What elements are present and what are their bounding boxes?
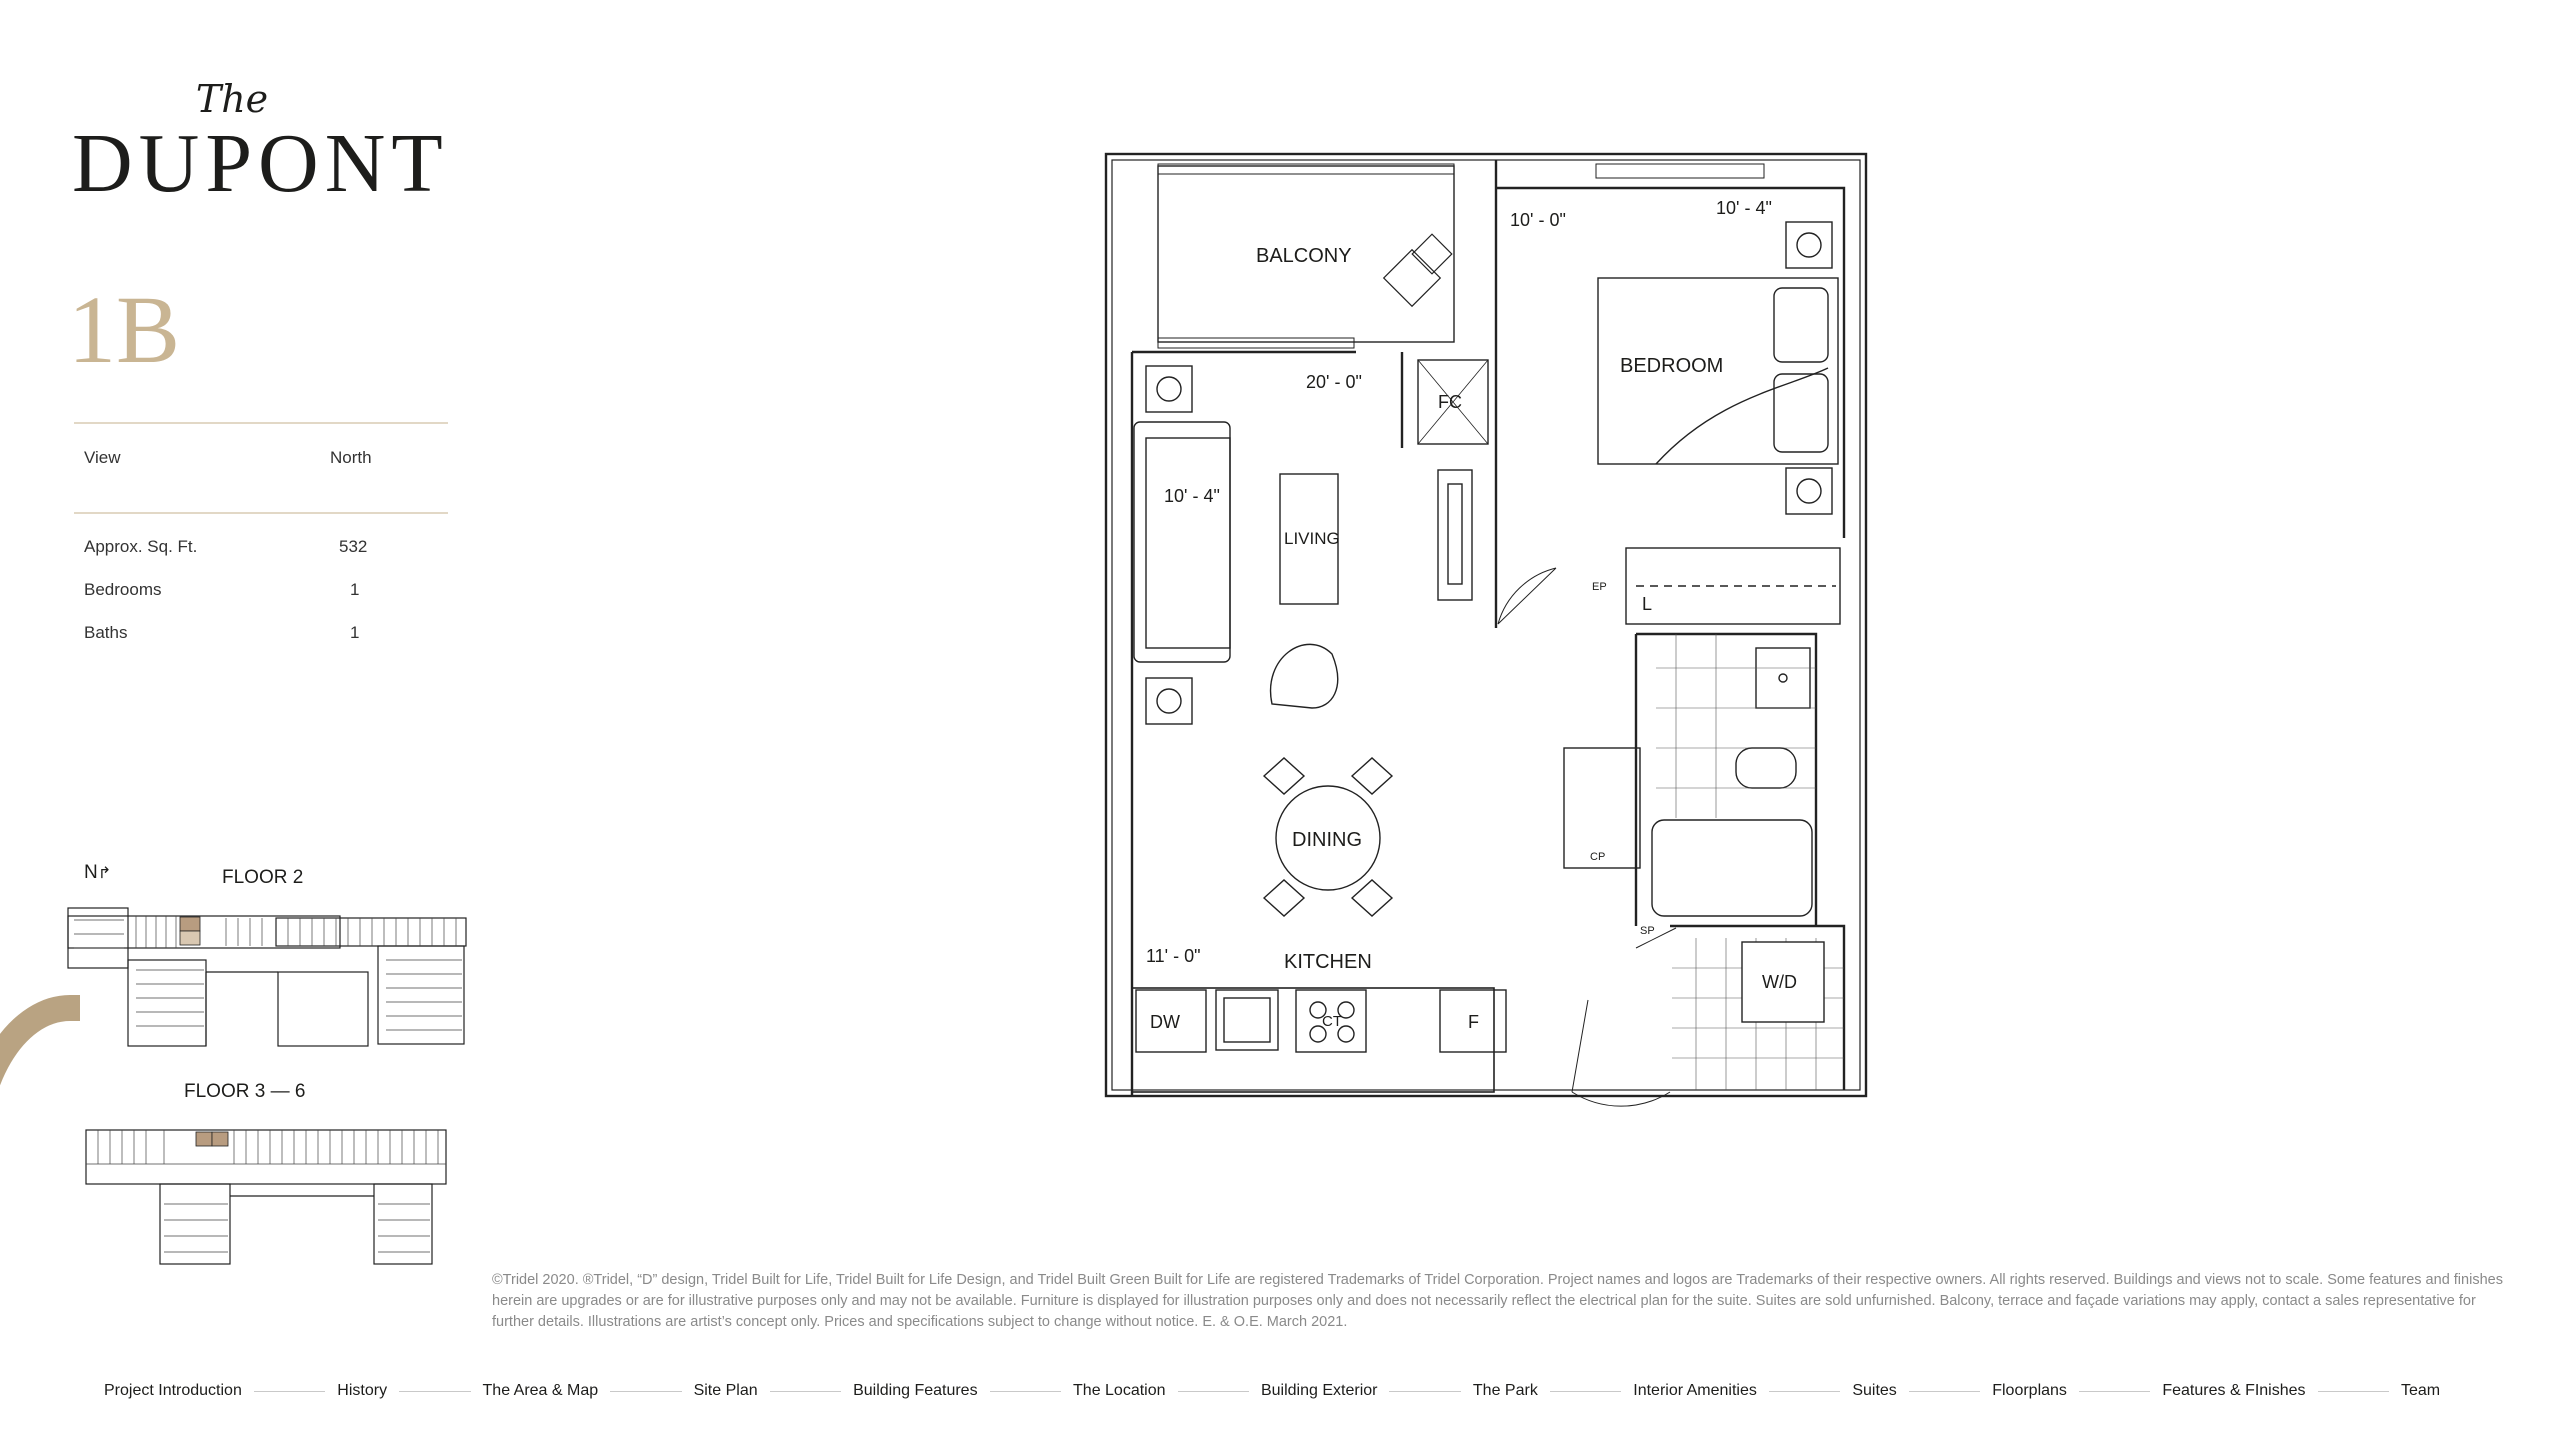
bottom-navigation [104, 1378, 2440, 1404]
suite-code: 1B [68, 276, 181, 383]
dim-living-length: 20' - 0" [1306, 372, 1362, 392]
label-l: L [1642, 594, 1653, 614]
label-f: F [1468, 1012, 1479, 1032]
floorplan-drawing [1096, 148, 1876, 1108]
keyplan-floor2-label: FLOOR 2 [222, 867, 304, 888]
nav-separator [1909, 1391, 1980, 1392]
nav-project-introduction[interactable]: Project Introduction [104, 1382, 242, 1399]
nav-team[interactable]: Team [2400, 1382, 2441, 1399]
dim-bedroom-top: 10' - 4" [1716, 198, 1772, 218]
label-cp: CP [1590, 851, 1606, 863]
nav-separator [610, 1391, 681, 1392]
brand-the: The [195, 77, 269, 121]
spec-value: 1 [350, 623, 360, 642]
nav-separator [2318, 1391, 2389, 1392]
nav-separator [1769, 1391, 1840, 1392]
nav-separator [2079, 1391, 2150, 1392]
nav-suites[interactable]: Suites [1852, 1382, 1897, 1399]
nav-building-features[interactable]: Building Features [853, 1382, 978, 1399]
nav-interior-amenities[interactable]: Interior Amenities [1633, 1382, 1757, 1399]
spec-label: Bedrooms [84, 580, 162, 599]
decorative-arc [0, 995, 80, 1370]
nav-site-plan[interactable]: Site Plan [693, 1382, 758, 1399]
nav-separator [1550, 1391, 1621, 1392]
nav-building-exterior[interactable]: Building Exterior [1260, 1382, 1378, 1399]
nav-area-map[interactable]: The Area & Map [482, 1382, 599, 1399]
divider [74, 422, 448, 424]
room-dining: DINING [1292, 829, 1362, 851]
label-fc: FC [1438, 392, 1462, 412]
north-label: N [84, 862, 98, 883]
dim-kitchen-width: 11' - 0" [1146, 946, 1201, 966]
spec-value: North [330, 448, 372, 467]
label-ep: EP [1592, 581, 1607, 593]
dim-living-width: 10' - 4" [1164, 486, 1220, 506]
keyplan-floor3-6[interactable] [84, 1124, 454, 1266]
keyplan-floor3-6-label: FLOOR 3 — 6 [184, 1081, 306, 1102]
room-kitchen: KITCHEN [1284, 951, 1372, 973]
spec-label: View [84, 448, 121, 467]
nav-features-finishes[interactable]: Features & FInishes [2162, 1382, 2306, 1399]
brand-name: DUPONT [72, 117, 449, 210]
room-living: LIVING [1284, 529, 1340, 548]
room-bedroom: BEDROOM [1620, 355, 1724, 377]
nav-park[interactable]: The Park [1472, 1382, 1538, 1399]
nav-history[interactable]: History [337, 1382, 388, 1399]
brand-logo [72, 77, 452, 210]
label-ct: CT [1322, 1013, 1342, 1030]
keyplan-floor2[interactable] [66, 900, 476, 1052]
spec-label: Approx. Sq. Ft. [84, 537, 198, 556]
nav-separator [770, 1391, 841, 1392]
nav-separator [1178, 1391, 1249, 1392]
label-dw: DW [1150, 1012, 1180, 1032]
legal-disclaimer: ©Tridel 2020. ®Tridel, “D” design, Tridel Built for Life, Tridel Built for Life Design, and Tridel Built Green Built for Life are registered Trademarks of Tridel Corporation. Project names and logos are Trademarks of their respective owners. All rights reserved. Buildings and views not to scale. Some features and finishes herein are upgrades or are for illustrative purposes only and may not be available. Furniture is displayed for illustration purposes only and does not necessarily reflect the electrical plan for the suite. Suites are sold unfurnished. Balcony, terrace and façade variations may apply, contact a sales representative for further details. Illustrations are artist’s concept only. Prices and specifications subject to change without notice. E. & O.E. March 2021. [492, 1272, 2503, 1330]
nav-separator [399, 1391, 470, 1392]
nav-separator [990, 1391, 1061, 1392]
lamp-icons [1146, 222, 1832, 724]
nav-floorplans[interactable]: Floorplans [1992, 1382, 2067, 1399]
nav-location[interactable]: The Location [1073, 1382, 1166, 1399]
nav-separator [1389, 1391, 1460, 1392]
north-arrow-icon: N↱ [84, 862, 112, 883]
spec-value: 532 [339, 537, 368, 556]
room-balcony: BALCONY [1256, 245, 1352, 267]
label-wd: W/D [1762, 972, 1797, 992]
label-sp: SP [1640, 925, 1655, 937]
spec-label: Baths [84, 623, 128, 642]
dim-bedroom-width: 10' - 0" [1510, 210, 1566, 230]
divider [74, 512, 448, 514]
nav-separator [254, 1391, 325, 1392]
spec-value: 1 [350, 580, 360, 599]
